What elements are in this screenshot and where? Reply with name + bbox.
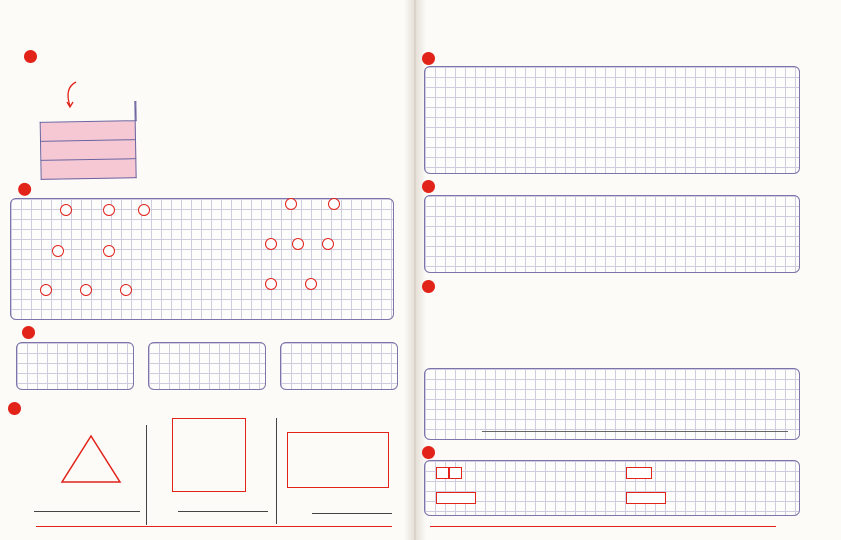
order-circle [80,284,92,296]
task4-left-line1 [8,402,25,417]
column-op-2 [160,347,170,348]
task-number-badge [18,183,31,196]
column-op-3 [292,347,302,348]
task1-right-grid [424,66,800,174]
column-op-1 [26,347,36,348]
answer-box[interactable] [436,467,449,479]
task3-right [422,280,439,295]
answer-box[interactable] [626,467,652,479]
vertical-divider [146,425,147,525]
order-circle [138,204,150,216]
row-label-multiplier-2 [41,140,136,161]
task-number-badge [8,402,21,415]
task3-answer-grid [424,368,800,440]
task3-grid-1 [16,342,134,390]
order-circle [328,198,340,210]
footer-line-left [36,526,392,527]
task2-grid [10,198,394,320]
task-number-badge [422,52,435,65]
task3-grid-3 [280,342,398,390]
task3-grid-2 [148,342,266,390]
order-circle [40,284,52,296]
multiplication-table [39,101,137,180]
order-circle [120,284,132,296]
answer-line [482,431,788,432]
task1-right [422,52,439,67]
answer-box[interactable] [436,492,476,504]
answer-box[interactable] [449,467,462,479]
right-page [414,0,841,540]
task-number-badge [422,280,435,293]
task4-right-grid [424,460,800,516]
conversion-3 [436,491,476,507]
answer-box[interactable] [626,492,666,504]
perimeter-answer-line-2 [178,511,268,512]
square-figure [172,418,246,492]
table-header-value [135,102,136,121]
conversion-2 [626,466,652,482]
vertical-divider [276,418,277,524]
task2-right-grid [424,195,800,273]
order-circle [265,238,277,250]
task-number-badge [422,180,435,193]
task-number-badge [422,446,435,459]
perimeter-answer-line-1 [34,511,140,512]
order-circle [103,204,115,216]
conversion-4 [626,491,666,507]
task-number-badge [22,326,35,339]
task2-right [422,180,439,195]
perimeter-answer-line-3 [312,513,392,514]
row-label-multiplier-1 [40,121,135,142]
row-label-product [41,159,136,180]
order-circle [265,278,277,290]
task4-right [422,446,439,461]
footer-line-right [430,526,776,527]
left-page [0,0,414,540]
order-circle [305,278,317,290]
task2-left [18,183,35,198]
order-circle [285,198,297,210]
order-circle [52,245,64,257]
task-number-badge [24,50,37,63]
conversion-1 [436,466,462,482]
order-circle [292,238,304,250]
triangle-figure [60,434,122,486]
order-circle [322,238,334,250]
order-circle [60,204,72,216]
order-circle [103,245,115,257]
task3-left [22,326,39,341]
rectangle-figure [287,432,389,488]
task1-left [24,50,41,65]
